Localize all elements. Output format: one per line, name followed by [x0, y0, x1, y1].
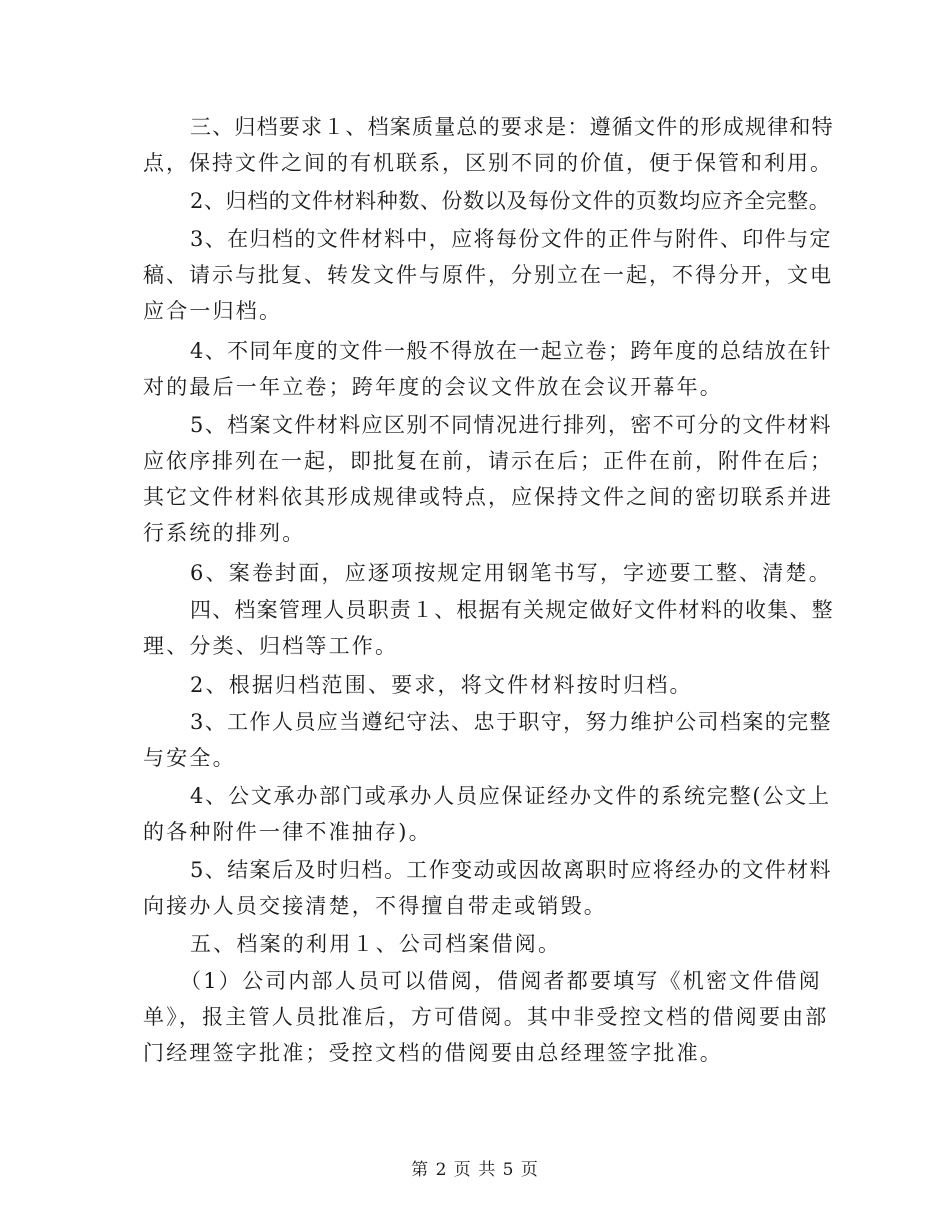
text-line: 2、归档的文件材料种数、份数以及每份文件的页数均应齐全完整。: [190, 189, 831, 213]
text-line: 五、档案的利用１、公司档案借阅。: [190, 932, 562, 956]
text-line: 单》，报主管人员批准后，方可借阅。其中非受控文档的借阅要由部: [143, 1005, 829, 1029]
page-number: 第 2 页 共 5 页: [411, 1160, 539, 1180]
text-line: 5、结案后及时归档。工作变动或因故离职时应将经办的文件材料: [190, 858, 832, 882]
text-line: 点，保持文件之间的有机联系，区别不同的价值，便于保管和利用。: [143, 151, 833, 175]
text-line: 2、根据归档范围、要求，将文件材料按时归档。: [190, 673, 693, 697]
text-line: 4、公文承办部门或承办人员应保证经办文件的系统完整(公文上: [190, 784, 831, 808]
text-line: 3、在归档的文件材料中，应将每份文件的正件与附件、印件与定: [190, 227, 832, 251]
text-line: 行系统的排列。: [143, 521, 306, 545]
text-line: 门经理签字批准；受控文档的借阅要由总经理签字批准。: [143, 1041, 723, 1065]
text-line: 稿、请示与批复、转发文件与原件，分别立在一起，不得分开，文电: [143, 263, 833, 287]
text-line: 四、档案管理人员职责１、根据有关规定做好文件材料的收集、整: [190, 598, 834, 622]
text-line: （1）公司内部人员可以借阅，借阅者都要填写《机密文件借阅: [180, 969, 822, 993]
text-line: 对的最后一年立卷；跨年度的会议文件放在会议开幕年。: [143, 375, 723, 399]
text-line: 6、案卷封面，应逐项按规定用钢笔书写，字迹要工整、清楚。: [190, 561, 832, 585]
text-line: 5、档案文件材料应区别不同情况进行排列，密不可分的文件材料: [190, 413, 832, 437]
text-line: 3、工作人员应当遵纪守法、忠于职守，努力维护公司档案的完整: [190, 710, 832, 734]
text-line: 其它文件材料依其形成规律或特点，应保持文件之间的密切联系并进: [143, 485, 833, 509]
text-line: 应合一归档。: [143, 299, 283, 323]
text-line: 三、归档要求１、档案质量总的要求是：遵循文件的形成规律和特: [190, 115, 834, 139]
text-line: 应依序排列在一起，即批复在前，请示在后；正件在前，附件在后；: [143, 449, 833, 473]
text-line: 4、不同年度的文件一般不得放在一起立卷；跨年度的总结放在针: [190, 339, 832, 363]
text-line: 向接办人员交接清楚，不得擅自带走或销毁。: [143, 894, 607, 918]
text-line: 理、分类、归档等工作。: [143, 634, 399, 658]
text-line: 与安全。: [143, 746, 236, 770]
text-line: 的各种附件一律不准抽存)。: [143, 820, 432, 844]
